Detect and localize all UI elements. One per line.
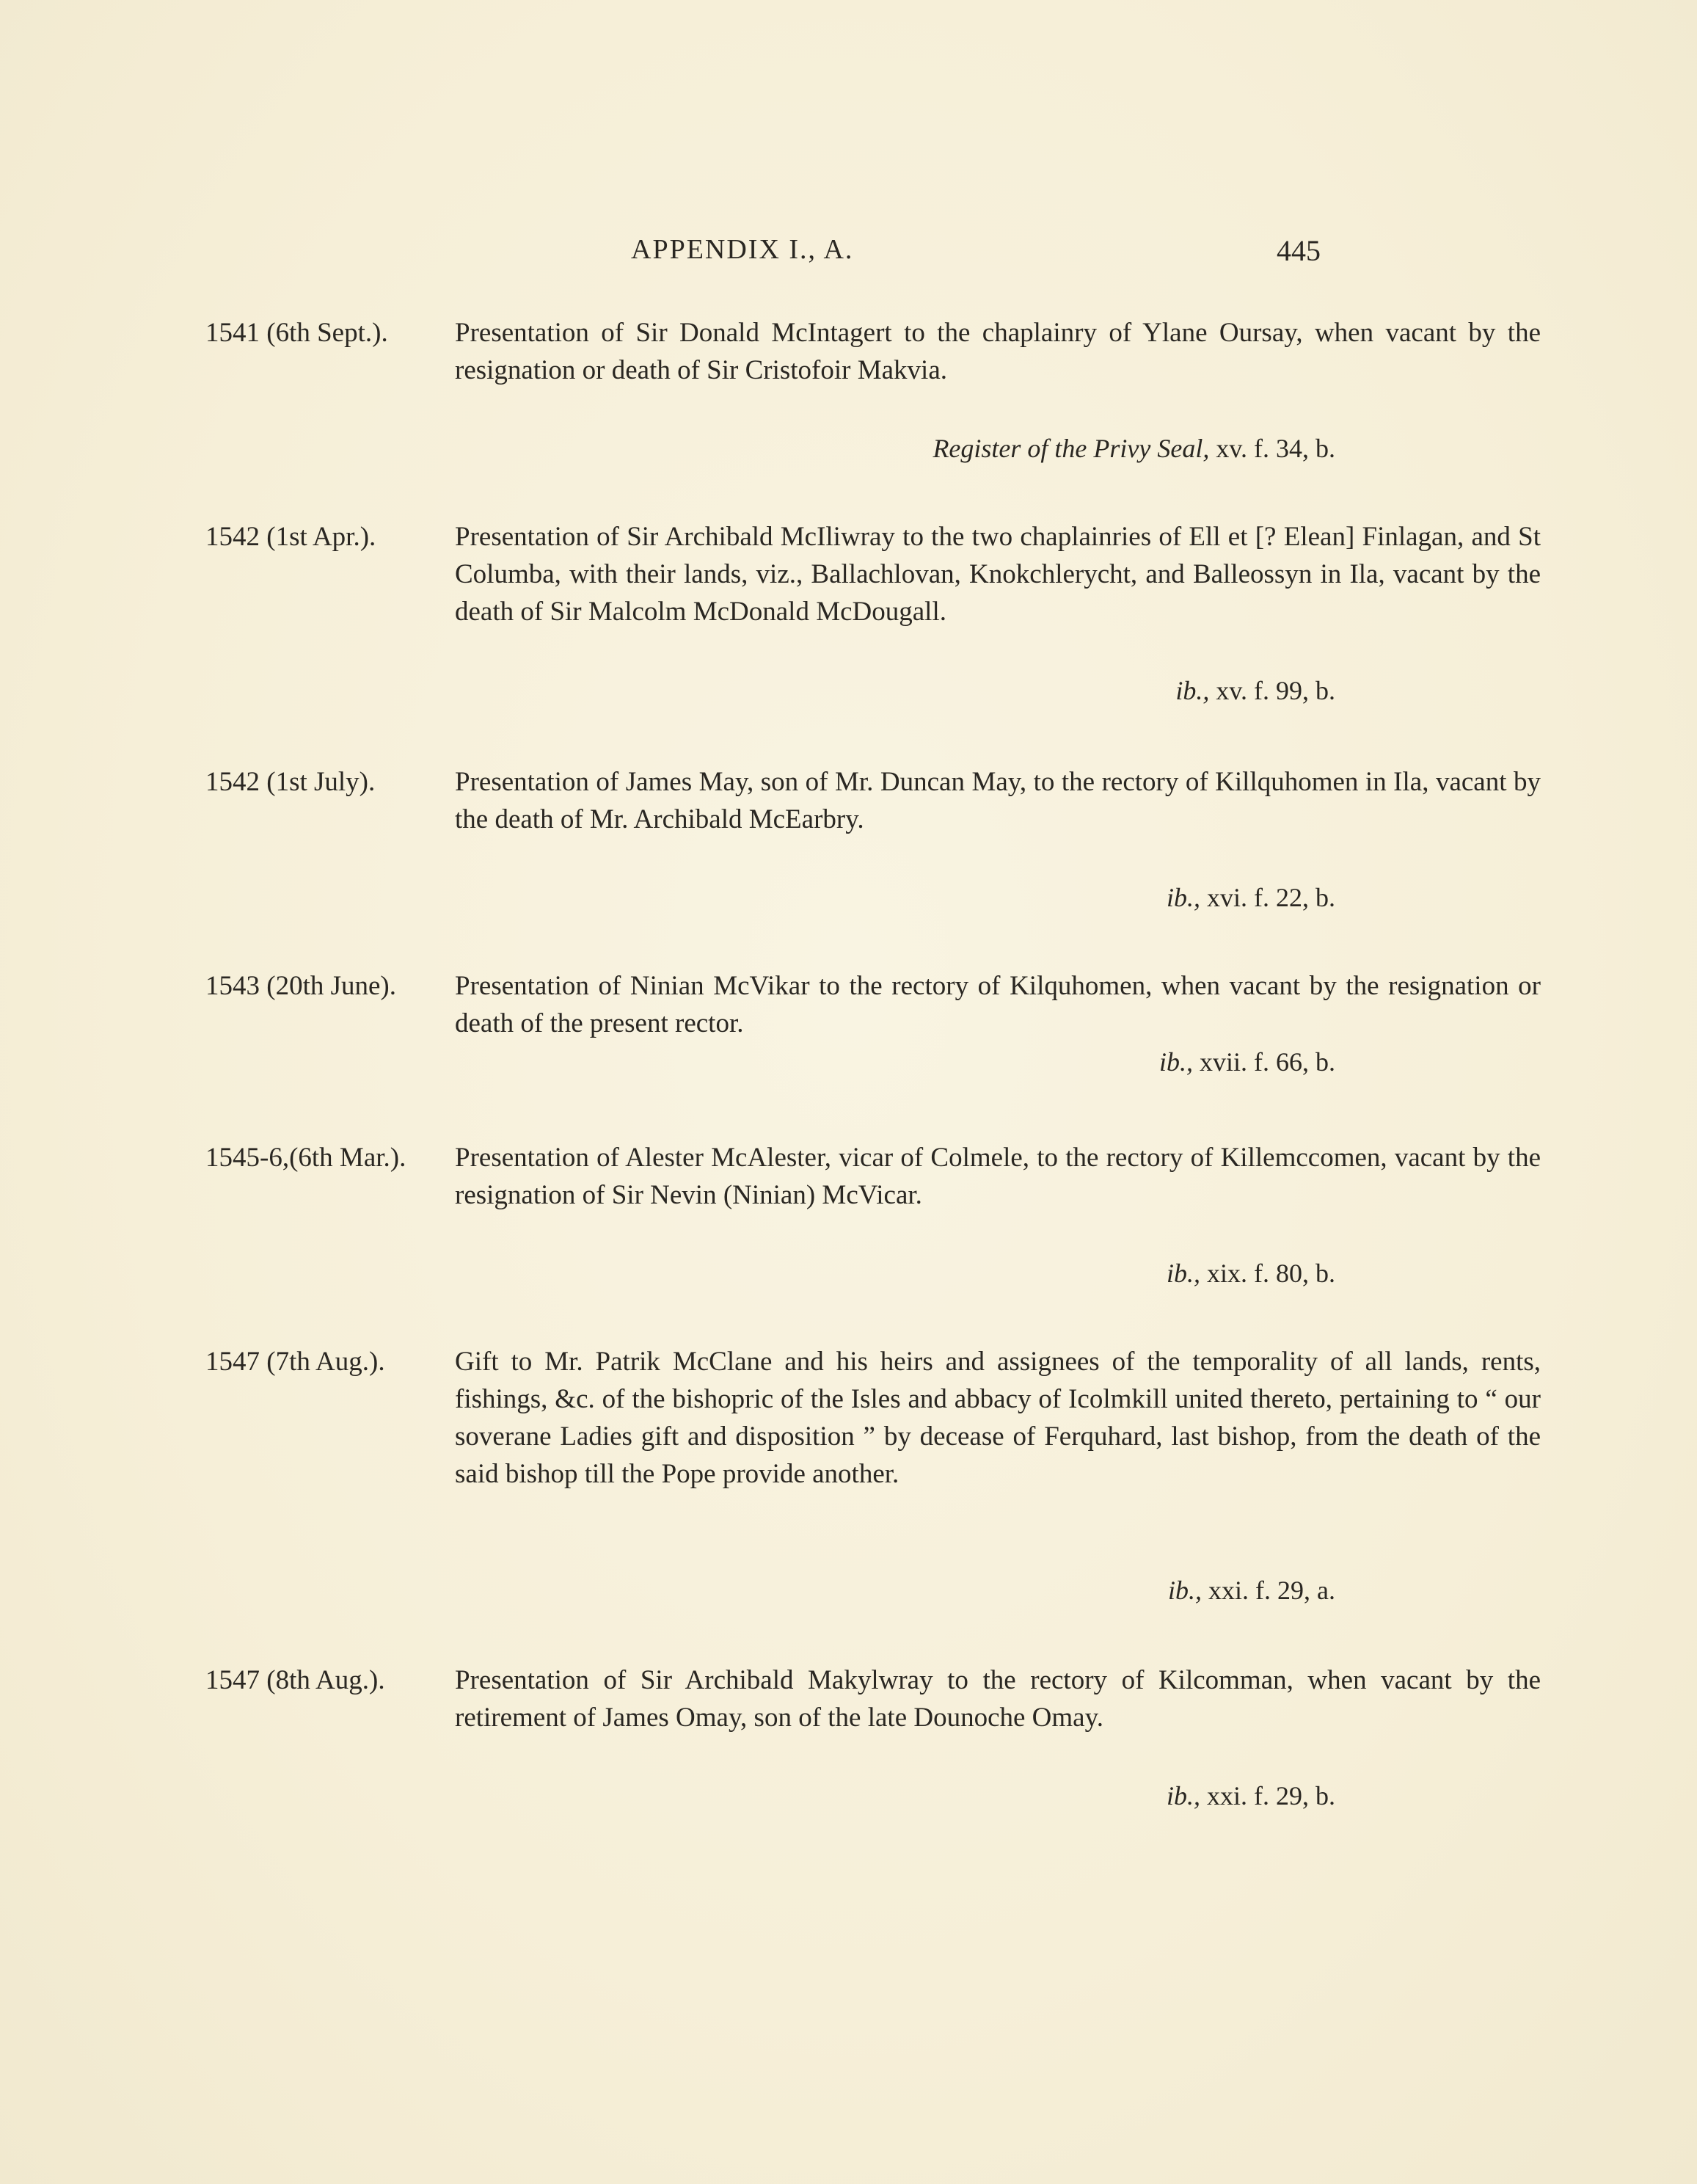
reference-source: ib., xyxy=(1166,1259,1200,1288)
reference-locator: xxi. f. 29, b. xyxy=(1200,1781,1335,1810)
entry-date: 1541 (6th Sept.). xyxy=(205,318,388,348)
reference-source: ib., xyxy=(1166,1781,1200,1810)
entry-text: Presentation of Sir Donald McIntagert to the chaplainry of Ylane Oursay, when vacant by the resignation or death of Sir Cristofoir Makvia. xyxy=(455,318,1541,385)
reference-source: Register of the Privy Seal, xyxy=(933,434,1210,463)
entry-reference xyxy=(1159,1044,1335,1081)
entry-reference xyxy=(1168,1572,1335,1609)
entry-date: 1547 (7th Aug.). xyxy=(205,1347,385,1377)
entry-date: 1547 (8th Aug.). xyxy=(205,1665,385,1695)
reference-locator: xvii. f. 66, b. xyxy=(1193,1047,1335,1077)
reference-locator: xix. f. 80, b. xyxy=(1200,1259,1335,1288)
entry-date: 1543 (20th June). xyxy=(205,971,396,1001)
entry-text: Gift to Mr. Patrik McClane and his heirs and assignees of the temporality of all lands, rents, fishings, &c. of the bishopric of the Isles and abbacy of Icolmkill united thereto, pertaining to “ our soverane Ladies gift and disposition ” by decease of Ferquhard, last bishop, from the death of the said bishop till the Pope provide another. xyxy=(455,1347,1541,1489)
entry-text: Presentation of Sir Archibald McIliwray to the two chaplainries of Ell et [? Elean] Finlagan, and St Columba, with their lands, viz., Ballachlovan, Knokchlerycht, and Balleossyn in Ila, vacant by the death of Sir Malcolm McDonald McDougall. xyxy=(455,522,1541,627)
running-header xyxy=(205,233,1321,277)
entry-text: Presentation of Alester McAlester, vicar of Colmele, to the rectory of Killemccomen, vacant by the resignation of Sir Nevin (Ninian) McVicar. xyxy=(455,1143,1541,1210)
entry-date: 1545-6,(6th Mar.). xyxy=(205,1143,406,1173)
reference-locator: xxi. f. 29, a. xyxy=(1202,1576,1335,1605)
reference-locator: xvi. f. 22, b. xyxy=(1200,883,1335,912)
header-title: APPENDIX I., A. xyxy=(631,234,854,265)
entry-date: 1542 (1st Apr.). xyxy=(205,522,376,552)
reference-source: ib., xyxy=(1166,883,1200,912)
reference-locator: xv. f. 99, b. xyxy=(1209,676,1335,705)
entry-date: 1542 (1st July). xyxy=(205,767,376,797)
page-number: 445 xyxy=(1277,234,1321,267)
entry-reference xyxy=(1175,672,1335,710)
entry-text: Presentation of James May, son of Mr. Duncan May, to the rectory of Killquhomen in Ila, vacant by the death of Mr. Archibald McEarbry. xyxy=(455,767,1541,834)
reference-source: ib., xyxy=(1158,1047,1193,1077)
entry-reference xyxy=(1167,879,1335,917)
entry-reference xyxy=(1167,1777,1335,1815)
entry-reference xyxy=(1167,1255,1335,1292)
reference-locator: xv. f. 34, b. xyxy=(1209,434,1335,463)
reference-source: ib., xyxy=(1168,1576,1203,1605)
reference-source: ib., xyxy=(1175,676,1210,705)
entry-text: Presentation of Sir Archibald Makylwray to the rectory of Kilcomman, when vacant by the retirement of James Omay, son of the late Dounoche Omay. xyxy=(455,1665,1541,1733)
entry-reference xyxy=(933,430,1335,467)
entry-text: Presentation of Ninian McVikar to the rectory of Kilquhomen, when vacant by the resignation or death of the present rector. xyxy=(455,971,1541,1038)
